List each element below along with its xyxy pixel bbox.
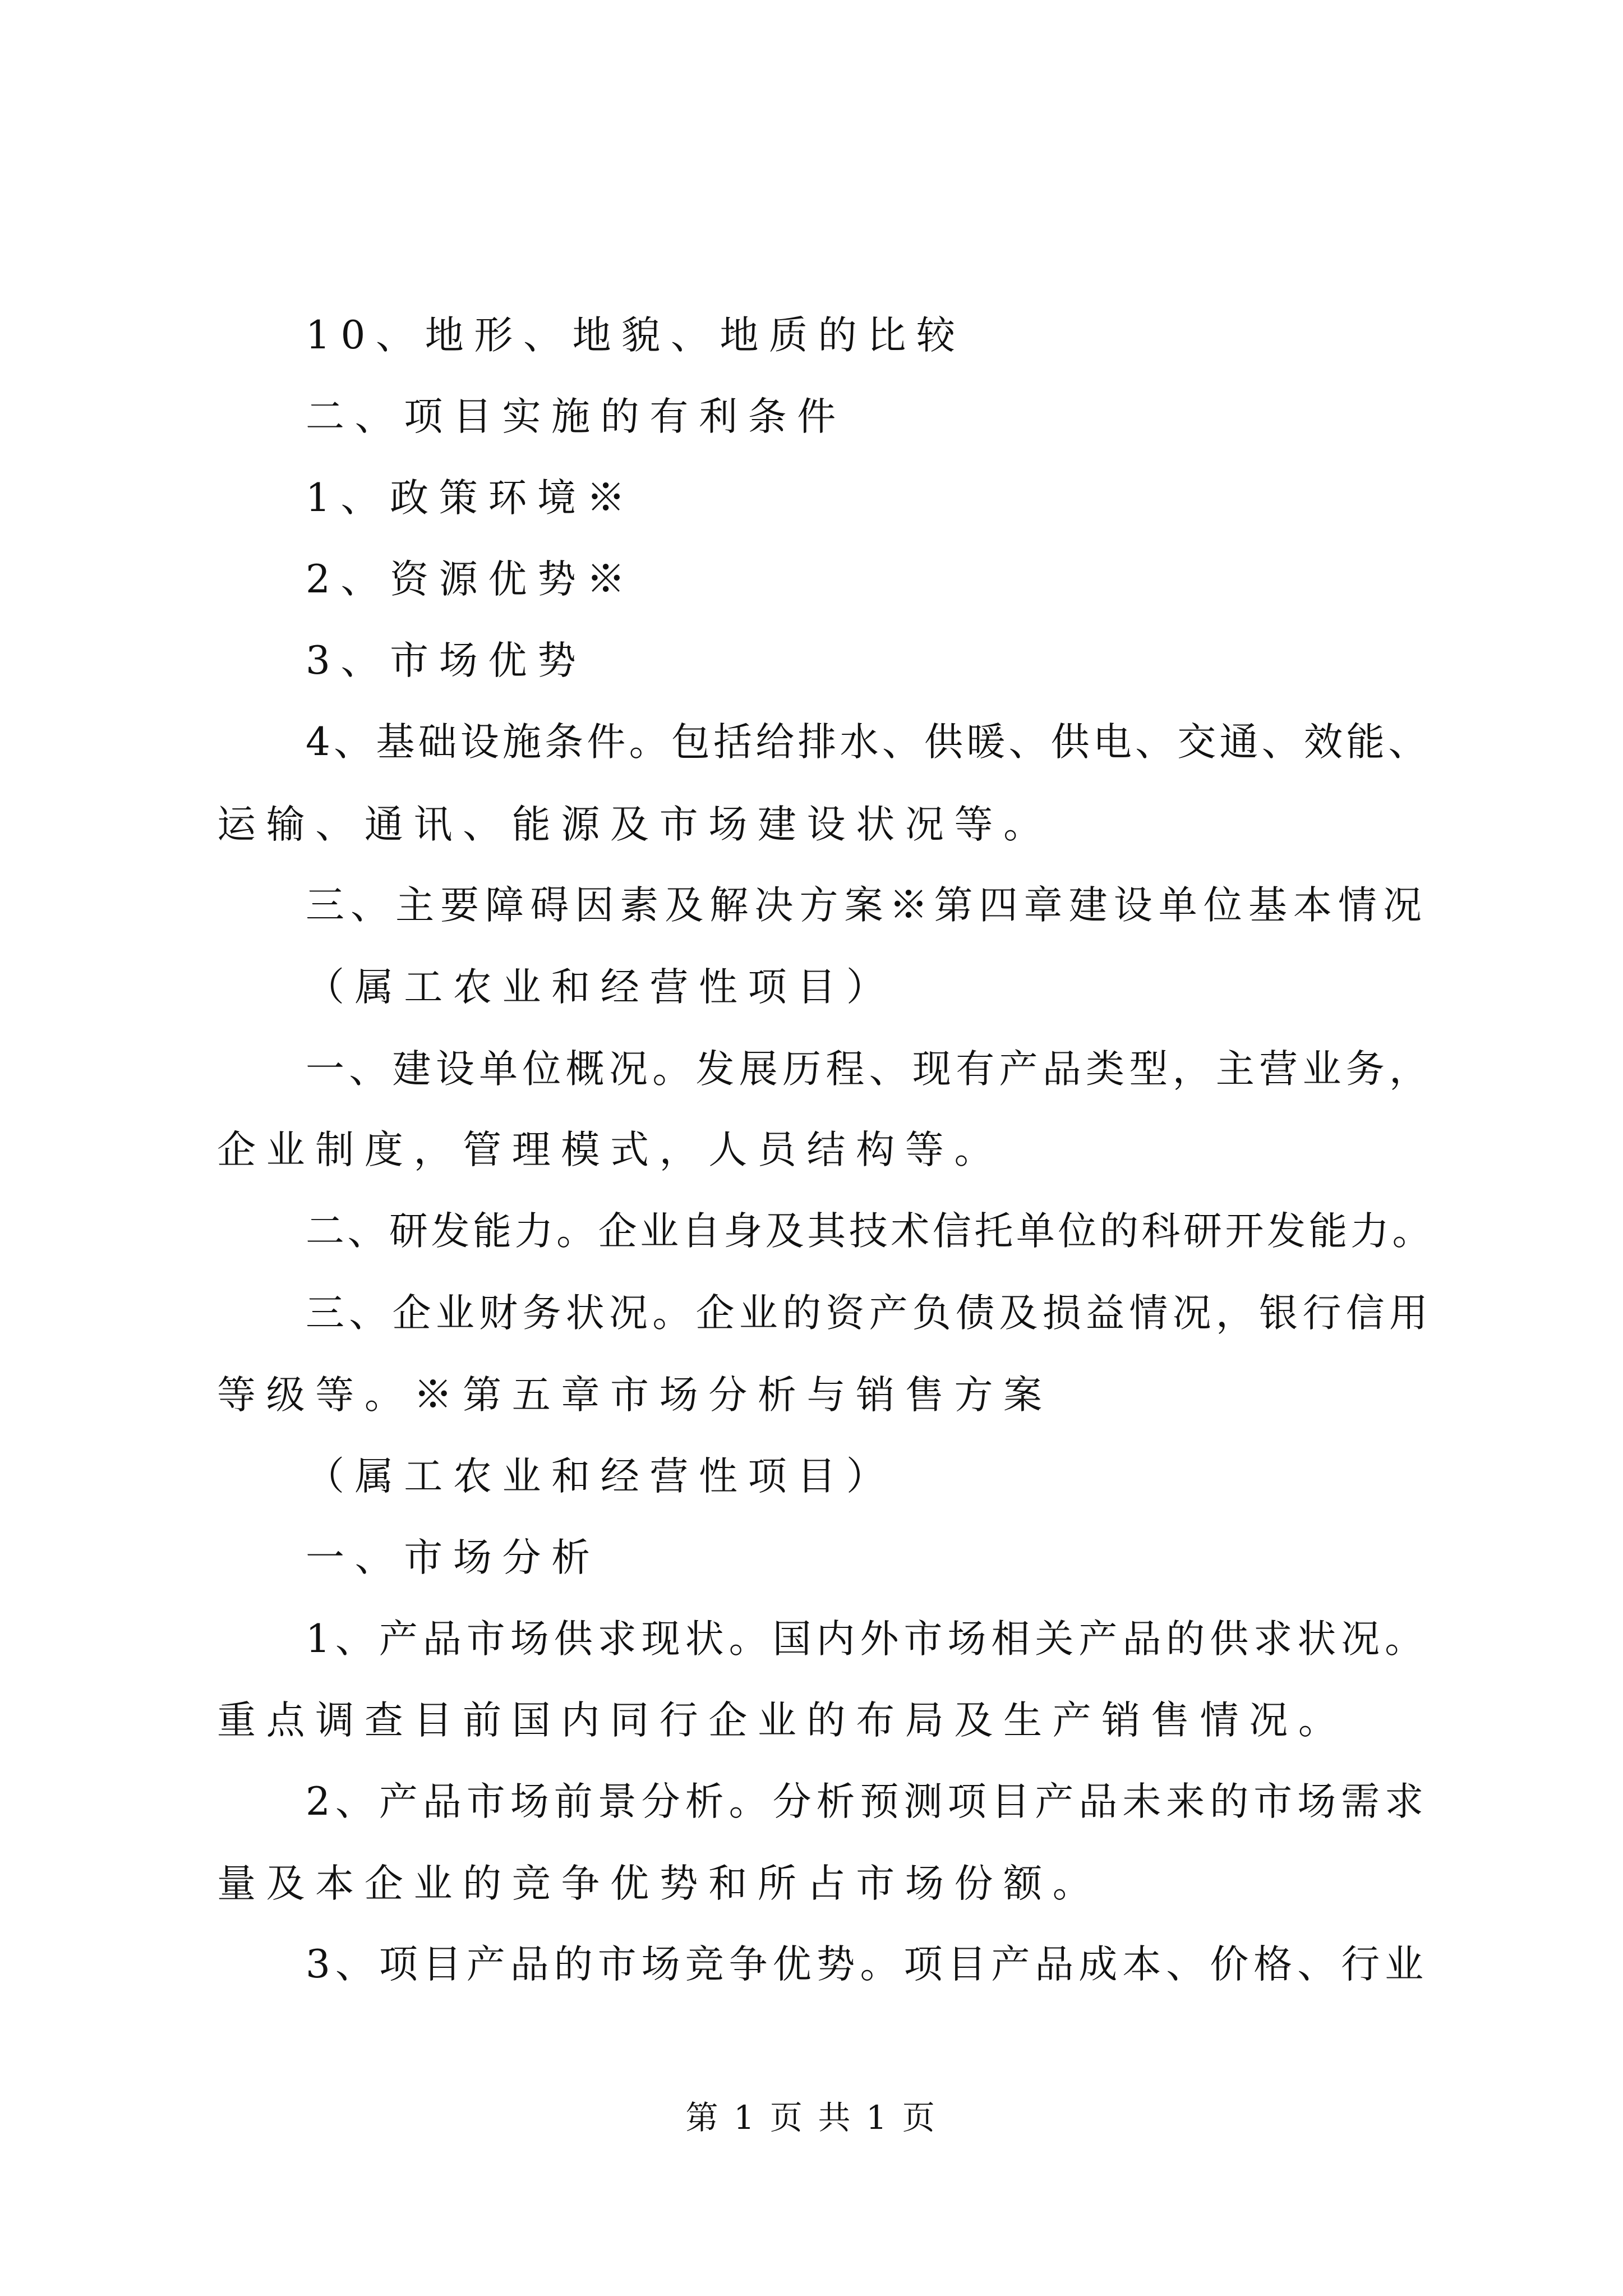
line-9: （属工农业和经营性项目） [306, 965, 896, 1010]
line-6: 4、基础设施条件。包括给排水、供暖、供电、交通、效能、 [306, 720, 1431, 765]
line-19: 2、产品市场前景分析。分析预测项目产品未来的市场需求 [306, 1779, 1429, 1824]
line-2: 二、项目实施的有利条件 [306, 394, 846, 439]
line-16: 一、市场分析 [306, 1535, 601, 1580]
line-20: 量及本企业的竞争优势和所占市场份额。 [217, 1861, 1102, 1906]
line-11: 企业制度，管理模式，人员结构等。 [217, 1128, 1004, 1172]
line-4: 2、资源优势※ [306, 557, 636, 602]
line-14: 等级等。※第五章市场分析与销售方案 [217, 1373, 1053, 1418]
line-10: 一、建设单位概况。发展历程、现有产品类型，主营业务， [306, 1047, 1433, 1092]
line-13: 三、企业财务状况。企业的资产负债及损益情况，银行信用 [306, 1291, 1433, 1336]
line-7: 运输、通讯、能源及市场建设状况等。 [217, 802, 1053, 847]
page-footer: 第 1 页 共 1 页 [685, 2099, 938, 2137]
line-17: 1、产品市场供求现状。国内外市场相关产品的供求状况。 [306, 1617, 1429, 1662]
line-5: 3、市场优势 [306, 638, 587, 683]
line-18: 重点调查目前国内同行企业的布局及生产销售情况。 [217, 1698, 1348, 1743]
line-3: 1、政策环境※ [306, 476, 636, 521]
line-12: 二、研发能力。企业自身及其技术信托单位的科研开发能力。 [306, 1209, 1435, 1254]
line-8: 三、主要障碍因素及解决方案※第四章建设单位基本情况 [306, 883, 1428, 928]
line-21: 3、项目产品的市场竞争优势。项目产品成本、价格、行业 [306, 1942, 1429, 1987]
line-1: 10、地形、地貌、地质的比较 [306, 313, 966, 358]
line-15: （属工农业和经营性项目） [306, 1454, 896, 1499]
